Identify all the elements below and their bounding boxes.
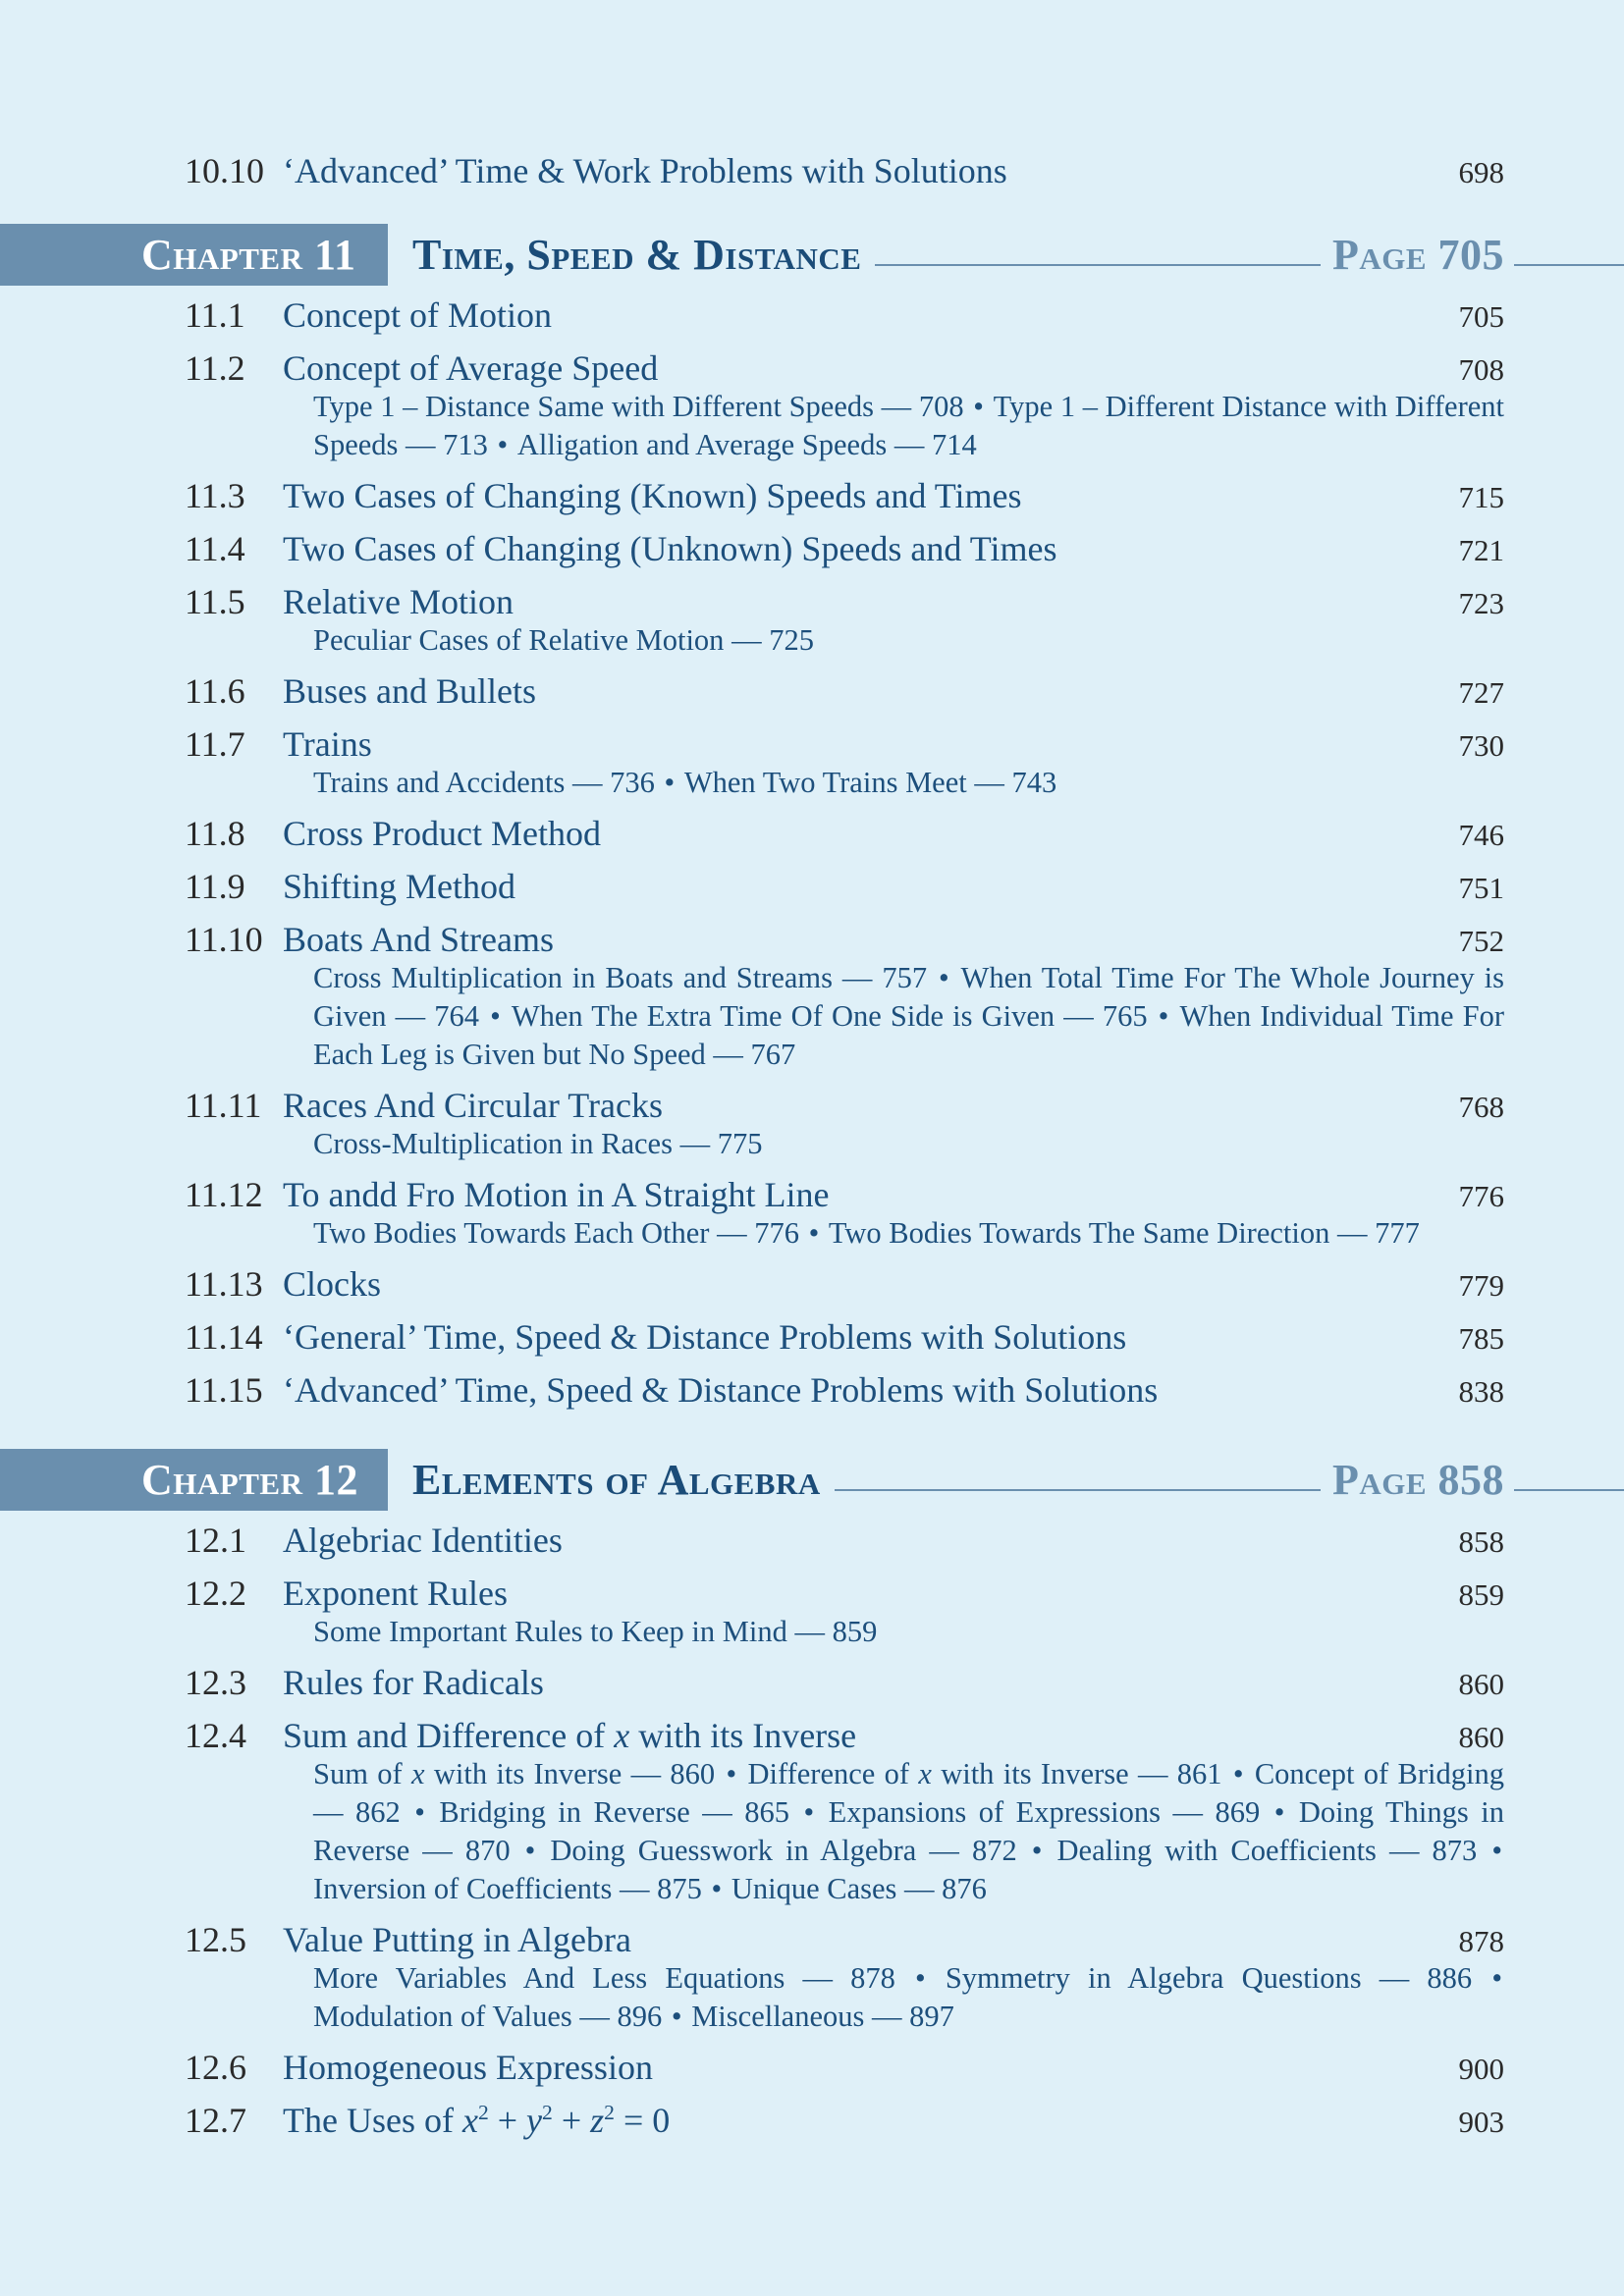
subtopic-page: 897 — [909, 2000, 954, 2033]
toc-entry[interactable] — [185, 2042, 1504, 2095]
section-number: 11.4 — [185, 529, 245, 568]
subtopic-title[interactable]: Dealing with Coefficients — [1056, 1834, 1377, 1867]
toc-entry[interactable] — [185, 1710, 1504, 1914]
subtopics: Peculiar Cases of Relative Motion — 725 — [313, 623, 814, 657]
section-title[interactable]: Rules for Radicals — [283, 1663, 544, 1702]
section-number: 12.2 — [185, 1574, 246, 1613]
subtopics: Two Bodies Towards Each Other — 776 • Two Bodies Towards The Same Direction — 777 — [313, 1216, 1420, 1250]
subtopic-title[interactable]: Doing Guesswork in Algebra — [550, 1834, 917, 1867]
subtopic-page: 736 — [610, 766, 655, 799]
section-title[interactable]: Races And Circular Tracks — [283, 1086, 663, 1125]
toc-entry[interactable] — [185, 1515, 1504, 1568]
section-number: 11.14 — [185, 1317, 263, 1357]
chapter-title[interactable]: Elements of Algebra — [412, 1456, 821, 1504]
subtopic-title[interactable]: Two Bodies Towards Each Other — [313, 1216, 710, 1250]
section-title[interactable]: Two Cases of Changing (Unknown) Speeds and Times — [283, 529, 1057, 568]
bullet-separator: • — [896, 1961, 944, 1995]
section-page-number: 730 — [1458, 728, 1504, 763]
section-title[interactable]: ‘General’ Time, Speed & Distance Problems with Solutions — [283, 1317, 1127, 1357]
toc-entry[interactable] — [185, 861, 1504, 914]
subtopic-page: 743 — [1011, 766, 1057, 799]
section-page-number: 768 — [1458, 1090, 1504, 1124]
subtopic-page: 873 — [1432, 1834, 1478, 1867]
section-title[interactable]: Relative Motion — [283, 582, 514, 621]
subtopic-page: 714 — [931, 428, 977, 461]
subtopic-page: 767 — [750, 1038, 796, 1071]
toc-entry-line — [185, 145, 1504, 198]
subtopics: Cross Multiplication in Boats and Streams — 757 • When Total Time For The Whole Journey is Given — 764 • When The Extra Time Of One Side is Given — 765 • When Individual Time For Each Leg is Given but No Speed — 767 — [313, 961, 1505, 1071]
section-page-number: 838 — [1458, 1374, 1504, 1409]
toc-entry[interactable] — [185, 576, 1504, 666]
section-page-number: 900 — [1458, 2052, 1504, 2086]
chapter-entries — [0, 290, 1624, 1417]
chapter-rule — [875, 264, 1320, 266]
chapter-rule — [835, 1489, 1321, 1491]
subtopic-title[interactable]: When The Extra Time Of One Side is Given — [511, 999, 1056, 1033]
section-page-number: 776 — [1458, 1179, 1504, 1213]
subtopic-page: 713 — [443, 428, 488, 461]
chapter-rule-right — [1514, 264, 1624, 266]
chapter-label: Chapter 11 — [0, 224, 388, 286]
section-title[interactable]: Concept of Motion — [283, 295, 552, 335]
section-page-number: 858 — [1458, 1524, 1504, 1559]
toc-entry[interactable] — [185, 1914, 1504, 2042]
subtopic-page: 876 — [942, 1872, 987, 1905]
section-page-number: 721 — [1458, 533, 1504, 567]
bullet-separator: • — [1149, 999, 1178, 1033]
bullet-separator: • — [929, 961, 959, 994]
subtopic-page: 878 — [850, 1961, 895, 1995]
toc-entry[interactable] — [185, 666, 1504, 719]
toc-entry[interactable] — [185, 808, 1504, 861]
toc-entry-line — [185, 808, 1504, 861]
section-number: 11.10 — [185, 920, 263, 959]
section-title[interactable]: Algebriac Identities — [283, 1521, 563, 1560]
subtopic-title[interactable]: Bridging in Reverse — [439, 1795, 690, 1829]
subtopic-page: 862 — [354, 1795, 401, 1829]
bullet-separator: • — [1474, 1961, 1502, 1995]
toc-entry-line — [185, 1515, 1504, 1568]
subtopic-title[interactable]: Type 1 – Distance Same with Different Speeds — [313, 390, 875, 423]
toc-entry[interactable] — [185, 1258, 1504, 1311]
subtopic-title[interactable]: Cross-Multiplication in Races — [313, 1127, 673, 1160]
section-page-number: 878 — [1458, 1924, 1504, 1958]
subtopic-page: 870 — [464, 1834, 511, 1867]
subtopic-page: 861 — [1176, 1757, 1222, 1790]
subtopic-page: 872 — [971, 1834, 1017, 1867]
subtopic-page: 869 — [1215, 1795, 1261, 1829]
section-number: 11.12 — [185, 1175, 263, 1214]
section-page-number: 779 — [1458, 1268, 1504, 1303]
toc-entry[interactable] — [185, 523, 1504, 576]
subtopic-page: 757 — [882, 961, 928, 994]
subtopic-page: 775 — [717, 1127, 763, 1160]
bullet-separator: • — [512, 1834, 549, 1867]
section-page-number: 751 — [1458, 871, 1504, 905]
subtopic-page: 777 — [1375, 1216, 1420, 1250]
section-number: 11.9 — [185, 867, 245, 906]
section-number: 12.6 — [185, 2048, 246, 2087]
subtopic-page: 875 — [657, 1872, 702, 1905]
subtopic-title[interactable]: Some Important Rules to Keep in Mind — [313, 1615, 787, 1648]
section-number: 11.11 — [185, 1086, 262, 1125]
section-title[interactable]: ‘Advanced’ Time & Work Problems with Solutions — [283, 151, 1007, 190]
subtopic-title[interactable]: More Variables And Less Equations — [313, 1961, 785, 1995]
chapter-label: Chapter 12 — [0, 1449, 388, 1511]
bullet-separator: • — [1479, 1834, 1503, 1867]
subtopics: Cross-Multiplication in Races — 775 — [313, 1127, 763, 1160]
bullet-separator: • — [402, 1795, 438, 1829]
subtopic-title[interactable]: Cross Multiplication in Boats and Streams — [313, 961, 833, 994]
section-number: 11.1 — [185, 295, 245, 335]
chapter-rule-right — [1514, 1489, 1624, 1491]
section-title[interactable]: Concept of Average Speed — [283, 348, 659, 388]
section-page-number: 860 — [1458, 1720, 1504, 1754]
subtopics: More Variables And Less Equations — 878 • Symmetry in Algebra Questions — 886 • Modulation of Values — 896 • Miscellaneous — 897 — [313, 1961, 1502, 2033]
subtopic-page: 765 — [1102, 999, 1148, 1033]
section-title[interactable]: To andd Fro Motion in A Straight Line — [283, 1175, 830, 1214]
bullet-separator: • — [703, 1872, 730, 1905]
section-number: 12.7 — [185, 2101, 246, 2140]
subtopic-page: 725 — [769, 623, 814, 657]
subtopic-title[interactable]: Miscellaneous — [691, 2000, 865, 2033]
chapter-page: Page 705 — [1331, 231, 1504, 279]
section-number: 11.2 — [185, 348, 245, 388]
subtopic-title[interactable]: When Total Time For The Whole Journey is Given — [313, 961, 1504, 1033]
section-title[interactable]: Boats And Streams — [283, 920, 554, 959]
subtopics: Some Important Rules to Keep in Mind — 859 — [313, 1615, 878, 1648]
toc-entry[interactable] — [185, 1568, 1504, 1657]
subtopic-title[interactable]: Expansions of Expressions — [828, 1795, 1162, 1829]
toc-entry-line — [185, 1657, 1504, 1710]
subtopic-title[interactable]: Trains and Accidents — [313, 766, 566, 799]
toc-entry[interactable] — [185, 1657, 1504, 1710]
section-number: 10.10 — [185, 151, 264, 190]
subtopic-title[interactable]: Symmetry in Algebra Questions — [945, 1961, 1362, 1995]
subtopic-title[interactable]: Alligation and Average Speeds — [516, 428, 888, 461]
section-title[interactable]: Homogeneous Expression — [283, 2048, 653, 2087]
subtopic-title[interactable]: Peculiar Cases of Relative Motion — [313, 623, 725, 657]
section-page-number: 727 — [1458, 675, 1504, 710]
section-title[interactable]: Shifting Method — [283, 867, 516, 906]
section-page-number: 708 — [1458, 352, 1504, 387]
toc-entry-line — [185, 290, 1504, 343]
subtopic-title[interactable]: Difference of x with its Inverse — [747, 1757, 1129, 1790]
bullet-separator: • — [480, 999, 510, 1033]
toc-entry-line — [185, 1258, 1504, 1311]
subtopic-title[interactable]: Two Bodies Towards The Same Direction — [828, 1216, 1330, 1250]
subtopic-title[interactable]: Inversion of Coefficients — [313, 1872, 613, 1905]
subtopic-page: 859 — [832, 1615, 878, 1648]
subtopics: Sum of x with its Inverse — 860 • Difference of x with its Inverse — 861 • Concept of Bridging — 862 • Bridging in Reverse — 865 • Expansions of Expressions — 869 • Doing Things in Reverse — 870 • Doing Guesswork in Algebra — 872 • Dealing with Coefficients — 873 • Inversion of Coefficients — 875 • Unique Cases — 876 — [313, 1757, 1504, 1905]
chapter-title[interactable]: Time, Speed & Distance — [412, 231, 862, 279]
chapter-page: Page 858 — [1331, 1456, 1504, 1504]
toc-entry[interactable] — [185, 470, 1504, 523]
chapter-entries — [0, 1515, 1624, 2148]
section-number: 11.13 — [185, 1264, 263, 1304]
toc-entry[interactable] — [185, 1169, 1504, 1258]
toc-entry[interactable] — [185, 2095, 1504, 2148]
subtopic-page: 886 — [1427, 1961, 1473, 1995]
section-title[interactable]: The Uses of $x^2 + y^2 + z^2 = 0$ — [283, 2101, 671, 2140]
section-page-number: 785 — [1458, 1321, 1504, 1356]
subtopic-page: 896 — [617, 2000, 663, 2033]
section-title[interactable]: Buses and Bullets — [283, 671, 536, 711]
subtopic-title[interactable]: Type 1 – Different Distance with Different Speeds — [313, 390, 1505, 461]
section-number: 12.4 — [185, 1716, 246, 1755]
section-number: 12.3 — [185, 1663, 246, 1702]
section-number: 11.6 — [185, 671, 245, 711]
toc-entry-line — [185, 666, 1504, 719]
subtopic-title[interactable]: When Two Trains Meet — [683, 766, 967, 799]
subtopic-page: 764 — [434, 999, 479, 1033]
toc-entry-line — [185, 861, 1504, 914]
section-title[interactable]: Value Putting in Algebra — [283, 1920, 631, 1959]
section-number: 12.1 — [185, 1521, 246, 1560]
subtopic-page: 865 — [744, 1795, 789, 1829]
subtopic-page: 860 — [670, 1757, 716, 1790]
bullet-separator: • — [790, 1795, 827, 1829]
subtopic-page: 776 — [754, 1216, 799, 1250]
toc-entry[interactable] — [185, 290, 1504, 343]
toc-entry[interactable] — [185, 145, 1504, 198]
subtopic-title[interactable]: Doing Things in Reverse — [313, 1795, 1504, 1867]
subtopic-page: 708 — [918, 390, 964, 423]
bullet-separator: • — [656, 766, 682, 799]
subtopic-title[interactable]: Modulation of Values — [313, 2000, 572, 2033]
section-page-number: 903 — [1458, 2105, 1504, 2139]
subtopic-title[interactable]: Sum of x with its Inverse — [313, 1757, 623, 1790]
toc-entry-line — [185, 523, 1504, 576]
section-page-number: 752 — [1458, 924, 1504, 958]
subtopic-title[interactable]: Concept of Bridging — [1254, 1757, 1504, 1790]
section-number: 11.7 — [185, 724, 245, 764]
section-page-number: 705 — [1458, 299, 1504, 334]
toc-entry[interactable] — [185, 1080, 1504, 1169]
toc-entry[interactable] — [185, 914, 1504, 1080]
subtopic-title[interactable]: Unique Cases — [731, 1872, 897, 1905]
subtopics: Type 1 – Distance Same with Different Speeds — 708 • Type 1 – Different Distance with Different Speeds — 713 • Alligation and Average Speeds — 714 — [313, 390, 1505, 461]
toc-entry[interactable] — [185, 1364, 1504, 1417]
section-title[interactable]: Two Cases of Changing (Known) Speeds and Times — [283, 476, 1022, 515]
bullet-separator: • — [489, 428, 515, 461]
bullet-separator: • — [717, 1757, 746, 1790]
section-number: 12.5 — [185, 1920, 246, 1959]
section-page-number: 715 — [1458, 480, 1504, 514]
toc-entry[interactable] — [185, 1311, 1504, 1364]
section-page-number: 698 — [1458, 155, 1504, 189]
section-title[interactable]: Trains — [283, 724, 372, 764]
section-page-number: 859 — [1458, 1577, 1504, 1612]
bullet-separator: • — [1018, 1834, 1056, 1867]
bullet-separator: • — [664, 2000, 690, 2033]
toc-entry[interactable] — [185, 719, 1504, 808]
bullet-separator: • — [965, 390, 992, 423]
subtopics: Trains and Accidents — 736 • When Two Trains Meet — 743 — [313, 766, 1057, 799]
toc-entry-line — [185, 2042, 1504, 2095]
section-number: 11.8 — [185, 814, 245, 853]
subtopic-title[interactable]: When Individual Time For Each Leg is Given but No Speed — [313, 999, 1505, 1071]
section-page-number: 723 — [1458, 586, 1504, 620]
section-title[interactable]: Sum and Difference of x with its Inverse — [283, 1716, 857, 1755]
toc-entry-line — [185, 2095, 1504, 2148]
chapter-header — [0, 224, 1624, 286]
section-title[interactable]: ‘Advanced’ Time, Speed & Distance Problems with Solutions — [283, 1370, 1159, 1410]
toc-entry[interactable] — [185, 343, 1504, 470]
section-number: 11.5 — [185, 582, 245, 621]
bullet-separator: • — [1262, 1795, 1297, 1829]
bullet-separator: • — [800, 1216, 827, 1250]
toc-entry-line — [185, 470, 1504, 523]
section-number: 11.3 — [185, 476, 245, 515]
section-number: 11.15 — [185, 1370, 263, 1410]
toc-entry-line — [185, 1311, 1504, 1364]
section-title[interactable]: Cross Product Method — [283, 814, 601, 853]
bullet-separator: • — [1223, 1757, 1253, 1790]
chapter-header — [0, 1449, 1624, 1511]
section-page-number: 860 — [1458, 1667, 1504, 1701]
section-page-number: 746 — [1458, 818, 1504, 852]
section-title[interactable]: Exponent Rules — [283, 1574, 508, 1613]
toc-entry-line — [185, 1364, 1504, 1417]
section-title[interactable]: Clocks — [283, 1264, 382, 1304]
